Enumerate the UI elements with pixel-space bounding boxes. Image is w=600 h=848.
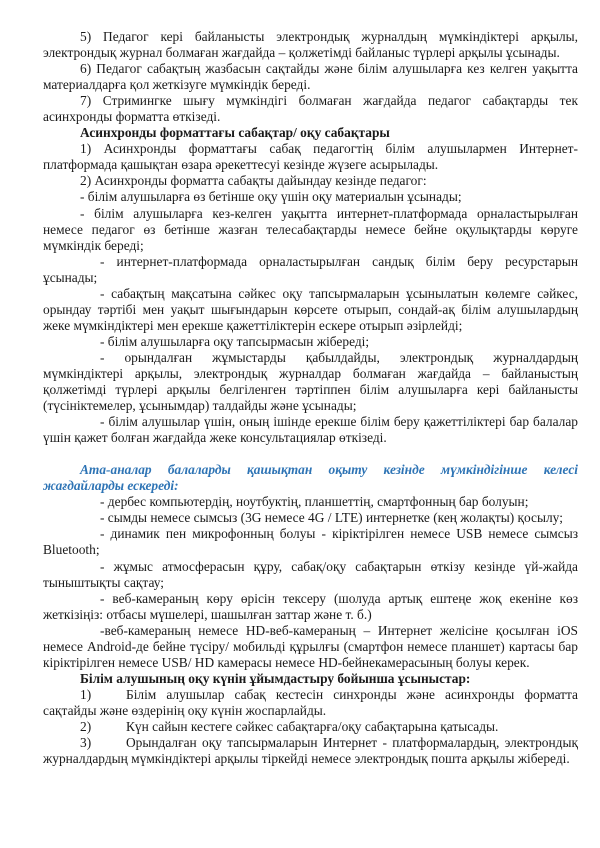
item-number: 3) [80, 735, 92, 751]
async-intro-1: 1) Асинхронды форматтағы сабақ педагогтің білім алушылармен Интернет-платформада қашықтан өзара әрекеттесуі кезінде жүзеге асырылады. [43, 141, 578, 173]
parents-bullet: -веб-камераның немесе HD-веб-камераның – Интернет желісіне қосылған iOS немесе Android-де бейне түсіру/ мобильді құрылғы (смартфон немесе планшет) картасы бар кіріктірілген немесе USB/ HD камерасы немесе HD-бейнекамерасының болуы керек. [43, 622, 578, 670]
section-heading-study-day: Білім алушының оқу күнін ұйымдастыру бойынша ұсыныстар: [80, 670, 471, 686]
async-bullet: - интернет-платформада орналастырылған сандық білім беру ресурстарын ұсынады; [43, 253, 578, 285]
paragraph-item-7: 7) Стримингке шығу мүмкіндігі болмаған жағдайда педагог сабақтарды тек асинхронды форматта өткізеді. [43, 93, 578, 125]
parents-bullet: - динамик пен микрофонның болуы - кіріктірілген немесе USB немесе сымсыз Bluetooth; [43, 526, 578, 558]
section-heading-parents: Ата-аналар балаларды қашықтан оқыту кезінде мүмкіндігінше келесі жағдайларды ескереді: [43, 462, 578, 494]
async-bullet: - сабақтың мақсатына сәйкес оқу тапсырмаларын ұсынылатын көлемге сәйкес, орындау тәртібі мен уақыт шығындарын көрсете отырып, сондай-ақ білім алушылардың жеке мүмкіндіктері мен ерекше қажеттіліктерін ескере отырып әзірлейді; [43, 285, 578, 333]
parents-bullet: - дербес компьютердің, ноутбуктің, планшеттің, смартфонның бар болуын; [100, 494, 529, 510]
item-text: Күн сайын кестеге сәйкес сабақтарға/оқу сабақтарына қатысады. [126, 718, 499, 734]
study-day-item-2 [43, 719, 578, 735]
async-bullet: - білім алушыларға оқу тапсырмасын жібереді; [100, 333, 370, 349]
item-text: Орындалған оқу тапсырмаларын Интернет - платформалардың, электрондық журналдардың мүмкіндіктері арқылы тіркейді немесе электрондық пошта арқылы жібереді. [43, 735, 578, 767]
item-text: Білім алушылар сабақ кестесін синхронды және асинхронды форматта сақтайды және өздерінің оқу күнін жоспарлайды. [43, 686, 578, 718]
document-page [43, 29, 578, 767]
section-heading-async: Асинхронды форматтағы сабақтар/ оқу сабақтары [80, 125, 390, 141]
parents-bullet: - сымды немесе сымсыз (3G немесе 4G / LTE) интернетке (кең жолақты) қосылу; [100, 510, 563, 526]
paragraph-item-6: 6) Педагог сабақтың жазбасын сақтайды және білім алушыларға кез келген уақытта материалдарға қол жеткізуге мүмкіндік береді. [43, 61, 578, 93]
item-number: 1) [80, 686, 92, 702]
parents-bullet: - жұмыс атмосферасын құру, сабақ/оқу сабақтарын өткізу кезінде үй-жайда тыныштықты сақтау; [43, 558, 578, 590]
async-bullet: - білім алушыларға кез-келген уақытта интернет-платформада орналастырылған немесе педагог өз бетінше жазған телесабақтарды немесе бейне оқулықтарды көруге мүмкіндік береді; [43, 205, 578, 253]
parents-bullet: - веб-камераның көру өрісін тексеру (шолуда артық ештеңе жоқ екеніне көз жеткізіңіз: отбасы мүшелері, шашылған заттар және т. б.) [43, 590, 578, 622]
study-day-item-3 [43, 735, 578, 767]
async-bullet: - орындалған жұмыстарды қабылдайды, электрондық журналдардың мүмкіндіктері арқылы, электрондық журналдар болмаған жағдайда – байланыстың қолжетімді түрлері арқылы белгіленген тәртіппен білім алушыларға кері байланысты (түсініктемелер, ұсынымдар) талдайды және ұсынады; [43, 349, 578, 414]
paragraph-item-5: 5) Педагог кері байланысты электрондық журналдың мүмкіндіктері арқылы, электрондық журнал болмаған жағдайда – қолжетімді байланыс түрлері арқылы ұсынады. [43, 29, 578, 61]
study-day-item-1 [43, 687, 578, 719]
item-number: 2) [80, 718, 92, 734]
async-bullet: - білім алушыларға өз бетінше оқу үшін оқу материалын ұсынады; [80, 189, 462, 205]
async-intro-2: 2) Асинхронды форматта сабақты дайындау кезінде педагог: [80, 173, 427, 189]
async-bullet: - білім алушылар үшін, оның ішінде ерекше білім беру қажеттіліктері бар балалар үшін қажет болған жағдайда жеке консультациялар өткізеді. [43, 414, 578, 446]
